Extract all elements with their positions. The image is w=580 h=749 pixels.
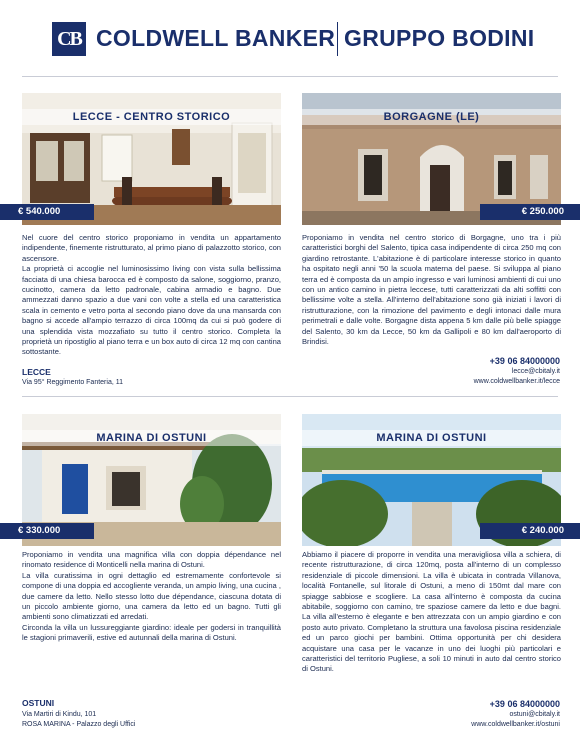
office-contact (380, 355, 560, 387)
listing-title: LECCE - CENTRO STORICO (22, 109, 281, 125)
price-badge: € 540.000 (0, 204, 94, 220)
office-website[interactable]: www.coldwellbanker.it/lecce (473, 378, 560, 385)
office-contact (380, 698, 560, 730)
section-divider (22, 396, 558, 397)
listing-description (302, 550, 561, 675)
office-city: LECCE (22, 367, 51, 377)
office-address: Via Martiri di Kindu, 101 (22, 711, 97, 718)
listing-description (22, 550, 281, 644)
coldwell-banker-logo (52, 22, 86, 56)
logo-monogram: CB (57, 27, 81, 50)
description-paragraph: Abbiamo il piacere di proporre in vendita una meravigliosa villa a schiera, di recente ristrutturazione, di circa 120mq, posta all'interno di un complesso residenziale di piccole dimensioni. La villa è ubicata in contrada Villanova, località Fontanelle, sul litorale di Ostuni, a meno di 150mt dal mare con spiagge sabbiose e scogliere. La casa all'interno è composta da cucina abitabile, soggiorno con camino, tre spaziose camere da letto e due bagni. La villa all'esterno è elegante e ben attrezzata con un ampio giardino e con posto auto privato. Completano la struttura una favolosa piscina residenziale ed un parco giochi per bambini. Ottima opportunità per chi desidera acquistare una casa per le vacanze in uno dei luoghi più particolari e caratteristici del territorio Pugliese, a soli 10 minuti in auto dal centro storico di Ostuni. (302, 550, 561, 674)
description-paragraph: Proponiamo in vendita nel centro storico di Borgagne, uno tra i più caratteristici borghi del Salento, tipica casa indipendente di circa 250 mq con giardino retrostante. L'abitazione è di particolare interesse storico in quanto ha ospitato negli anni '50 la scuola materna del paese. Si sviluppa al piano terra ed è composta da un ampio ingresso e vari luminosi ambienti di cui uno con un antico camino in pietra leccese, tutti caratterizzati da alti soffitti con bellissime volte a stella. All'interno dell'abitazione sono già iniziati i lavori di ristrutturazione, con la rimozione del pavimento e degli intonaci dalle mura perimetrali e dalle volte. Borgagne dista appena 5 km dalle più belle spiagge del Salento, 30 km da Lecce, 50 km da Gallipoli e 80 km dall'aeroporto di Brindisi. (302, 233, 561, 347)
office-address: ROSA MARINA - Palazzo degli Uffici (22, 721, 136, 728)
office-phone[interactable]: +39 06 84000000 (489, 699, 560, 709)
description-paragraph: Nel cuore del centro storico proponiamo in vendita un appartamento indipendente, finemente ristrutturato, al primo piano di palazzotto storico, con ascensore. (22, 233, 281, 263)
listing-title: BORGAGNE (LE) (302, 109, 561, 125)
office-address: Via 95° Reggimento Fanteria, 11 (22, 379, 123, 386)
agency-name: GRUPPO BODINI (344, 25, 535, 51)
office-website[interactable]: www.coldwellbanker.it/ostuni (471, 721, 560, 728)
price-badge: € 250.000 (480, 204, 580, 220)
office-email[interactable]: ostuni@cbitaly.it (509, 711, 560, 718)
listing-description (22, 233, 281, 358)
description-paragraph: La proprietà ci accoglie nel luminosissimo living con vista sulla bellissima facciata di una chiesa barocca ed è composto da salone, soggiorno, pranzo, cucinotto, camera da letto padronale, cabina armadio e bagno. Due ammezzati danno spazio a due vani con volte a stella ed una caratteristica scala in cemento e vetro porta al secondo piano dove da una mansarda con bagno si accede all'ampio terrazzo di circa 100mq da cui si può godere di una splendida vista mozzafiato su tutto il centro storico. Completa la proprietà un ripostiglio al piano terra e un box auto di circa 12 mq con cantina sottostante. (22, 264, 281, 357)
description-paragraph: La villa curatissima in ogni dettaglio ed estremamente confortevole si compone di una doppia ed accogliente veranda, un ampio living, una cucina , due camere da letto. Nello stesso lotto due dépendance, ciascuna dotata di un piccolo ambiente giorno, una camera da letto ed un bagno. Tutti gli ambienti sono climatizzati ed arredati. (22, 570, 281, 622)
listing-description (302, 233, 561, 347)
office-phone[interactable]: +39 06 84000000 (489, 356, 560, 366)
description-paragraph: Circonda la villa un lussureggiante giardino: ideale per godersi in tranquillità le stagioni primaverili, estive ed autunnali della marina di Ostuni. (22, 622, 281, 643)
listing-title: MARINA DI OSTUNI (22, 430, 281, 446)
brand-divider (337, 22, 338, 56)
office-email[interactable]: lecce@cbitaly.it (511, 368, 560, 375)
price-badge: € 330.000 (0, 523, 94, 539)
brand-name: COLDWELL BANKER (96, 25, 336, 51)
page-header (0, 0, 580, 76)
header-divider (22, 76, 558, 77)
price-badge: € 240.000 (480, 523, 580, 539)
office-city: OSTUNI (22, 698, 55, 708)
listing-title: MARINA DI OSTUNI (302, 430, 561, 446)
description-paragraph: Proponiamo in vendita una magnifica villa con doppia dépendance nel rinomato residence di Monticelli nella marina di Ostuni. (22, 550, 281, 570)
